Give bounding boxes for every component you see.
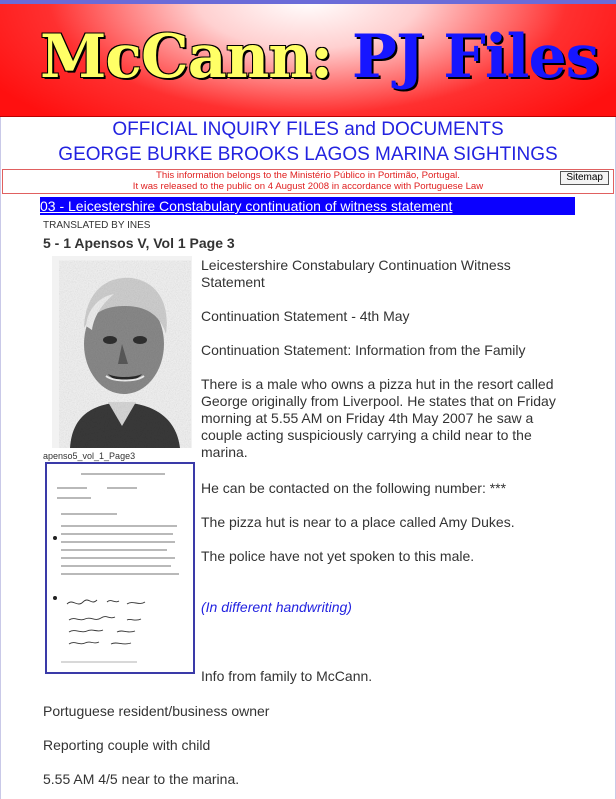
legal-notice-line1: This information belongs to the Ministério Público in Portimão, Portugal.: [156, 170, 460, 181]
translated-by: TRANSLATED BY INES: [43, 220, 151, 231]
document-reference: 5 - 1 Apensos V, Vol 1 Page 3: [43, 235, 235, 251]
body-paragraph-1: Leicestershire Constabulary Continuation Witness Statement: [201, 257, 511, 290]
document-scan-thumbnail[interactable]: [45, 462, 195, 674]
sitemap-button[interactable]: Sitemap: [560, 171, 609, 185]
site-title-mccann: McCann:: [40, 22, 332, 92]
document-title-link[interactable]: 03 - Leicestershire Constabulary continuation of witness statement: [40, 197, 575, 215]
legal-notice: [2, 169, 614, 194]
body-paragraph-12: 5.55 AM 4/5 near to the marina.: [43, 771, 240, 787]
body-paragraph-10: Portuguese resident/business owner: [43, 703, 270, 719]
body-paragraph-6: The pizza hut is near to a place called Amy Dukes.: [201, 514, 515, 530]
body-paragraph-5: He can be contacted on the following number: ***: [201, 480, 507, 496]
page-heading-line1: OFFICIAL INQUIRY FILES and DOCUMENTS: [112, 119, 504, 140]
body-paragraph-2: Continuation Statement - 4th May: [201, 308, 410, 324]
site-banner: [0, 0, 616, 117]
page-heading-line2: GEORGE BURKE BROOKS LAGOS MARINA SIGHTINGS: [58, 144, 558, 165]
handwriting-note: (In different handwriting): [201, 599, 352, 615]
witness-photo: [52, 256, 192, 448]
body-paragraph-11: Reporting couple with child: [43, 737, 211, 753]
body-paragraph-7: The police have not yet spoken to this male.: [201, 548, 475, 564]
site-title-pj-files: PJ Files: [351, 22, 599, 92]
banner-top-line: [0, 0, 616, 4]
body-paragraph-4: There is a male who owns a pizza hut in the resort called George originally from Liverpool. He states that on Friday morning at 5.55 AM on Friday 4th May 2007 he saw a couple acting suspiciously carrying a child near to the marina.: [201, 376, 556, 460]
site-title[interactable]: [40, 22, 598, 92]
body-paragraph-9: Info from family to McCann.: [201, 668, 373, 684]
legal-notice-line2: It was released to the public on 4 August 2008 in accordance with Portuguese Law: [132, 181, 484, 192]
image-caption: apenso5_vol_1_Page3: [43, 451, 136, 461]
body-paragraph-3: Continuation Statement: Information from the Family: [201, 342, 526, 358]
